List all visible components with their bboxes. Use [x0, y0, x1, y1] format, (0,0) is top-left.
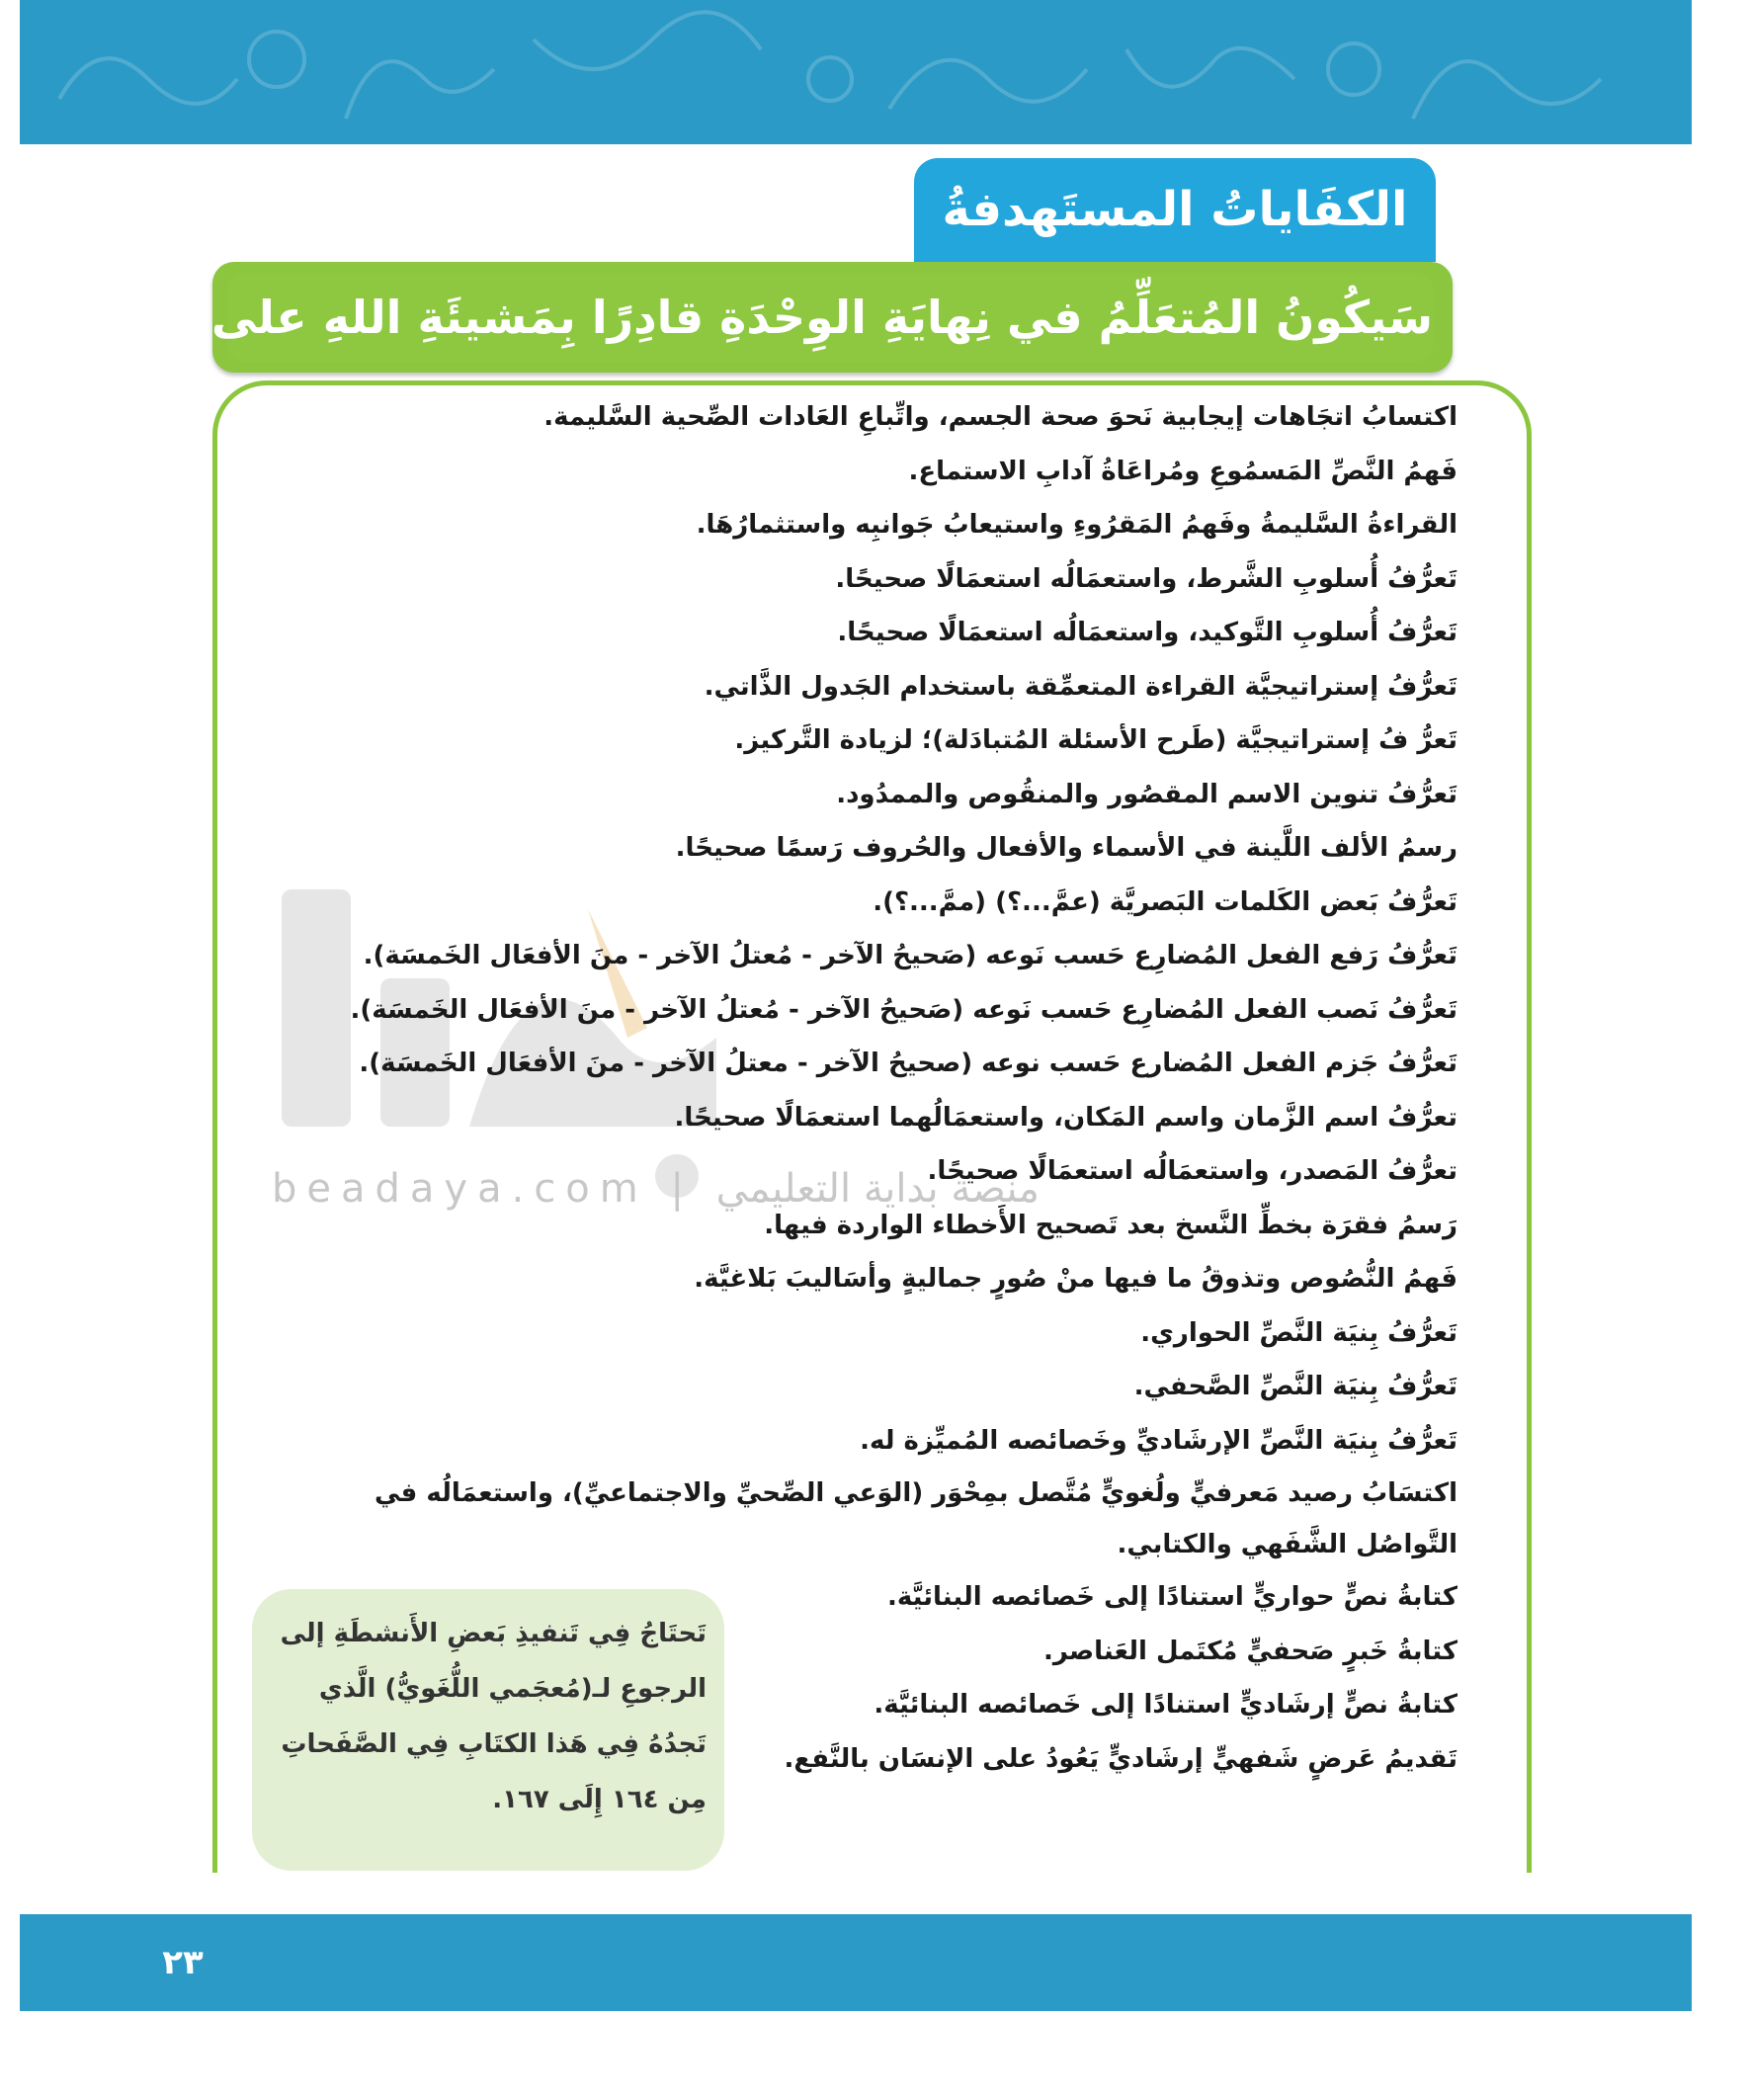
objective-item: تَعرُّ فُ إستراتيجيَّة (طَرح الأسئلة المُتبادَلة)؛ لزيادة التَّركيز. — [734, 725, 1458, 755]
objective-item: تَقديمُ عَرضٍ شَفهيٍّ إرشَاديٍّ يَعُودُ على الإنسَان بالنَّفع. — [784, 1743, 1458, 1774]
objective-item: رَسمُ فقرَة بخطِّ النَّسخ بعد تَصحيح الأَخطاء الواردة فيها. — [764, 1210, 1458, 1240]
objective-item: فَهمُ النَّصِّ المَسمُوعِ ومُراعَاةُ آدابِ الاستماع. — [908, 456, 1458, 486]
right-margin-strip — [1692, 0, 1749, 2100]
page-number: ٢٣ — [162, 1943, 204, 1982]
top-header-band — [20, 0, 1692, 144]
objective-item: تَعرُّفُ بِنيَة النَّصِّ الحواري. — [1140, 1317, 1458, 1348]
objective-item: اكتسَابُ رصيد مَعرفيٍّ ولُغويٍّ مُتَّصل بمِحْوَر (الوَعي الصِّحيِّ والاجتماعيِّ)، واستعمَالُه في التَّواصُل الشَّفَهي والكتابي. — [374, 1478, 1458, 1559]
objective-item: رسمُ الألف اللَّينة في الأسماء والأفعال والحُروف رَسمًا صحيحًا. — [675, 833, 1458, 863]
objective-item: كتابةُ نصٍّ حواريٍّ استنادًا إلى خَصائصه البنائيَّة. — [887, 1582, 1458, 1612]
objectives-list — [287, 390, 1458, 1786]
objective-item: تَعرُّفُ بِنيَة النَّصِّ الإرشَاديِّ وخَصائصه المُميِّزة له. — [860, 1425, 1458, 1456]
objective-item: تَعرُّفُ بِنيَة النَّصِّ الصَّحفي. — [1133, 1372, 1458, 1401]
objective-item: فَهمُ النُّصُوص وتذوقُ ما فيها منْ صُورٍ جماليةٍ وأسَاليبَ بَلاغيَّة. — [694, 1264, 1458, 1294]
watermark-text: beadaya.com | منصة بداية التعليمي — [272, 1166, 1040, 1212]
objective-item: تعرُّفُ اسم الزَّمان واسم المَكان، واستعمَالُهما استعمَالًا صحيحًا. — [674, 1102, 1458, 1133]
objective-item: اكتسابُ اتجَاهات إيجابية نَحوَ صحة الجسم، واتِّباعِ العَادات الصِّحية السَّليمة. — [543, 402, 1458, 432]
objective-item: تَعرُّفُ نَصب الفعل المُضارِع حَسب نَوعه (صَحيحُ الآخر - مُعتلُ الآخر - منَ الأفعَال الخَمسَة). — [350, 994, 1458, 1025]
intro-banner-text: سَيكُونُ المُتعَلِّمُ في نِهايَةِ الوِحْدَةِ قادِرًا بِمَشيئَةِ اللهِ على الآتي: — [64, 291, 1433, 344]
objective-item: تَعرُّفُ تنوين الاسم المقصُور والمنقُوص والممدُود. — [836, 779, 1458, 809]
objective-item: كتابةُ خَبرٍ صَحفيٍّ مُكتَمل العَناصر. — [1042, 1636, 1458, 1666]
footer-band — [20, 1914, 1692, 2011]
note-text: تَحتَاجُ فِي تَنفيذِ بَعضِ الأَنشطَةِ إلى الرجوعِ لـ(مُعجَمي اللُّغَويُّ) الَّذي تَجدُهُ فِي هَذا الكتَابِ فِي الصَّفَحاتِ مِن ١٦٤ إِلَى ١٦٧. — [280, 1619, 707, 1814]
objective-item: القراءةُ السَّليمةُ وفَهمُ المَقرُوءِ واستيعابُ جَوانبِه واستثمارُهَا. — [696, 510, 1458, 540]
objective-item: تَعرُّفُ جَزم الفعل المُضارع حَسب نوعه (صحيحُ الآخر - معتلُ الآخر - منَ الأفعَال الخَمسَة). — [359, 1049, 1458, 1078]
objective-item: تعرُّفُ المَصدر، واستعمَالُه استعمَالًا صحيحًا. — [927, 1156, 1458, 1186]
objective-item: تَعرُّفُ إستراتيجيَّة القراءة المتعمِّقة باستخدام الجَدول الذَّاتي. — [704, 671, 1458, 702]
objective-item: تَعرُّفُ أُسلوبِ الشَّرط، واستعمَالُه استعمَالًا صحيحًا. — [835, 563, 1458, 594]
objective-item: تَعرُّفُ أُسلوبِ التَّوكيد، واستعمَالُه استعمَالًا صحيحًا. — [837, 618, 1458, 647]
calligraphy-pattern — [20, 0, 1692, 144]
objective-item: كتابةُ نصٍّ إرشَاديٍّ استنادًا إلى خَصائصه البنائيَّة. — [874, 1690, 1458, 1720]
objective-item: تَعرُّفُ بَعض الكَلمات البَصريَّة (عمَّ...؟) (ممَّ...؟). — [873, 886, 1458, 917]
objective-item: تَعرُّفُ رَفع الفعل المُضارِع حَسب نَوعه (صَحيحُ الآخر - مُعتلُ الآخر - منَ الأفعَال الخَمسَة). — [363, 941, 1458, 970]
section-title: الكفَاياتُ المستَهدفةُ — [942, 182, 1408, 237]
